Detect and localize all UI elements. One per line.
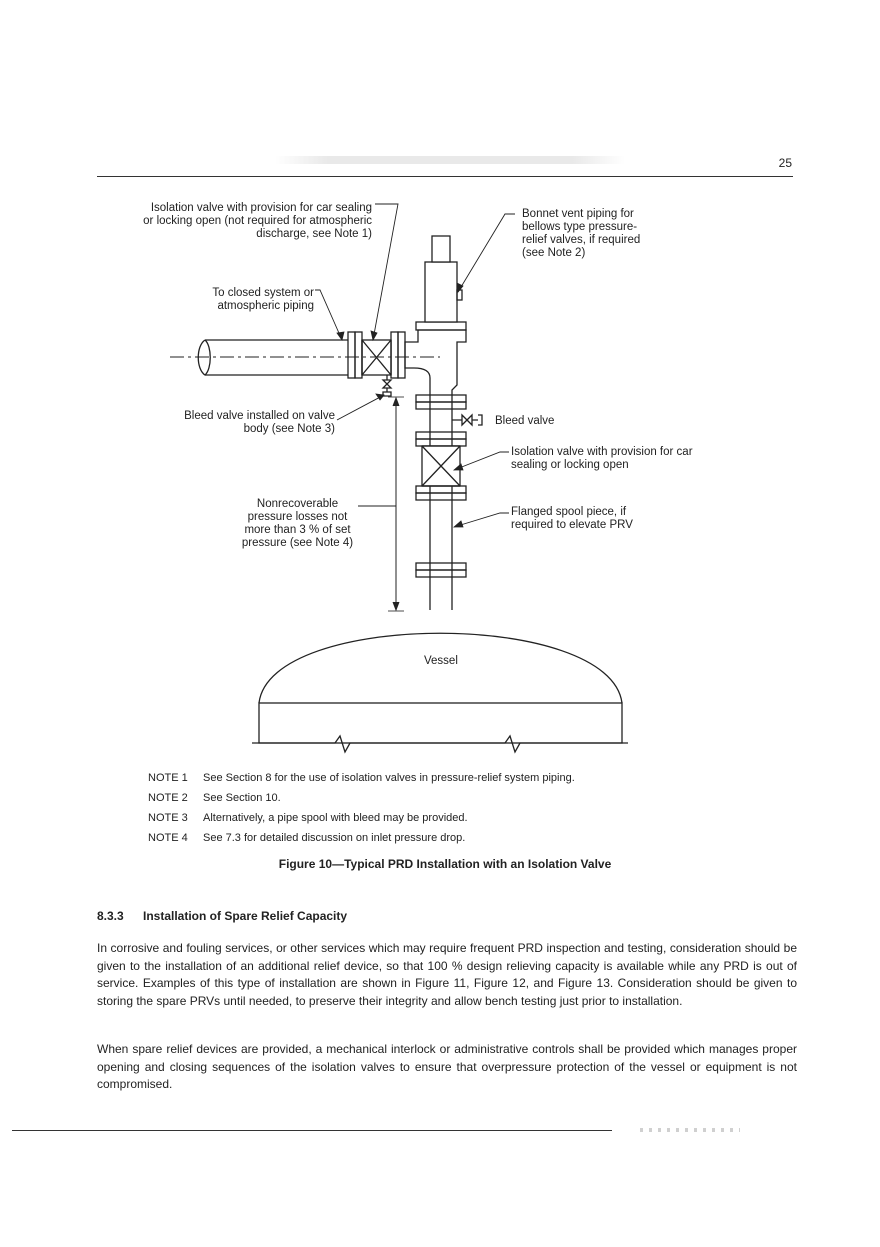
note-text: See Section 10. bbox=[203, 792, 281, 804]
note-label: NOTE 3 bbox=[148, 812, 188, 824]
prv-outlet-flange bbox=[416, 322, 466, 330]
footer-faint-marks bbox=[640, 1128, 740, 1132]
outlet-bleed-valve bbox=[383, 375, 391, 396]
page-number: 25 bbox=[778, 156, 792, 170]
lower-valve-top-flange bbox=[416, 432, 466, 439]
body-paragraph: In corrosive and fouling services, or other services which may require frequent PRD inspection and testing, consideration should be given to the installation of an additional relief device, so that 100 % design relieving capacity is available while any PRD is out of service. Examples of this type of installation are shown in Figure 11, Figure 12, and Figure 13. Consideration should be given to storing the spare PRVs until needed, to preserve their integrity and allow bench testing just prior to installation. bbox=[97, 941, 797, 1008]
figure-caption: Figure 10—Typical PRD Installation with an Isolation Valve bbox=[278, 857, 612, 871]
section-heading bbox=[97, 909, 347, 923]
note bbox=[148, 788, 575, 808]
bleed-spool-flange-top bbox=[416, 395, 466, 402]
note-text: See 7.3 for detailed discussion on inlet pressure drop. bbox=[203, 832, 466, 844]
label-nonrecoverable-losses: Nonrecoverable pressure losses not more than 3 % of set pressure (see Note 4) bbox=[241, 498, 354, 549]
note-label: NOTE 1 bbox=[148, 772, 188, 784]
note bbox=[148, 768, 575, 788]
outlet-flange-right bbox=[398, 332, 405, 378]
body-paragraph: When spare relief devices are provided, a mechanical interlock or administrative controls shall be provided which manages proper opening and closing sequences of the isolation valves to ensure that overpressure protection of the vessel or equipment is not compromised. bbox=[97, 1042, 797, 1091]
pipe-break bbox=[198, 340, 210, 375]
note-label: NOTE 2 bbox=[148, 792, 188, 804]
note bbox=[148, 808, 575, 828]
vessel-bottom-line bbox=[252, 736, 628, 752]
note-text: Alternatively, a pipe spool with bleed may be provided. bbox=[203, 812, 468, 824]
note-text: See Section 8 for the use of isolation valves in pressure-relief system piping. bbox=[203, 772, 575, 784]
label-flanged-spool: Flanged spool piece, if required to elevate PRV bbox=[511, 506, 633, 531]
label-vessel: Vessel bbox=[424, 655, 458, 667]
note-label: NOTE 4 bbox=[148, 832, 188, 844]
vessel-shell bbox=[259, 703, 622, 743]
lower-valve-bottom-flange bbox=[416, 486, 466, 493]
label-isolation-valve-top: Isolation valve with provision for car sealing or locking open (not required for atmospheric discharge, see Note 1) bbox=[143, 202, 372, 240]
prv-body bbox=[405, 330, 466, 395]
bleed-valve-symbol bbox=[452, 415, 482, 425]
figure-notes bbox=[148, 768, 575, 848]
section-title: Installation of Spare Relief Capacity bbox=[143, 909, 348, 923]
label-bleed-valve-body: Bleed valve installed on valve body (see Note 3) bbox=[184, 410, 335, 435]
label-isolation-valve-lower: Isolation valve with provision for car sealing or locking open bbox=[511, 446, 693, 471]
leader-lines bbox=[315, 204, 515, 527]
note bbox=[148, 828, 575, 848]
label-bleed-valve: Bleed valve bbox=[495, 415, 555, 427]
prv-cap bbox=[432, 236, 450, 262]
outlet-flange-left bbox=[355, 332, 362, 378]
footer-rule bbox=[12, 1130, 612, 1131]
label-bonnet-vent: Bonnet vent piping for bellows type pressure-relief valves, if required (see Note 2) bbox=[522, 208, 641, 259]
nozzle-flange bbox=[416, 563, 466, 570]
section-number: 8.3.3 bbox=[97, 909, 124, 923]
label-closed-system: To closed system or atmospheric piping bbox=[212, 287, 314, 312]
vessel-head bbox=[259, 633, 622, 703]
prv-bonnet bbox=[425, 262, 457, 322]
